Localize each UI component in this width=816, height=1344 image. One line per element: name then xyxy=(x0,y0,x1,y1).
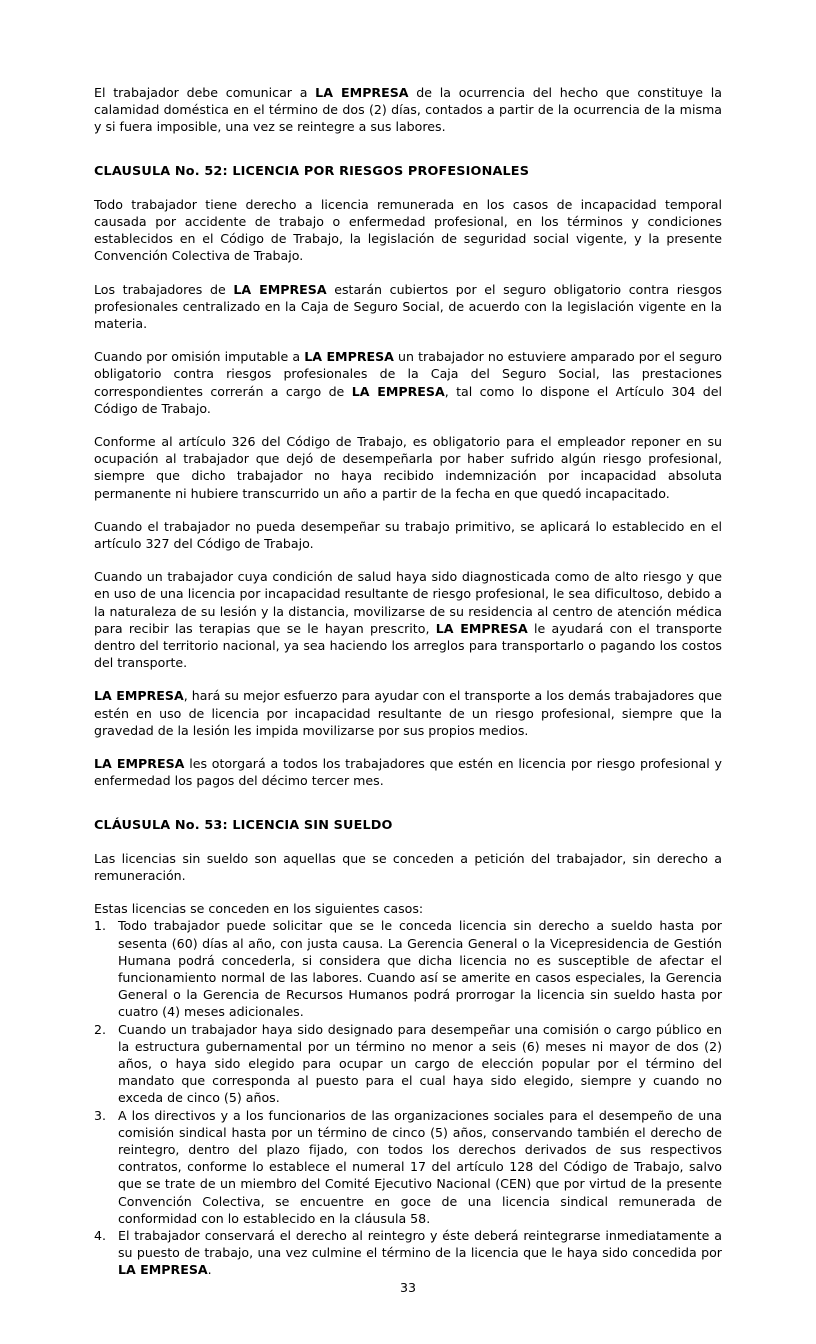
paragraph-text-segment: de la ocurrencia del hecho que constituye la calamidad doméstica en el término de dos (2) días, contados a partir de la ocurrencia de la misma y si fuera imposible, una vez se reintegre a sus labores. xyxy=(94,85,722,135)
paragraph-text-segment: , hará su mejor esfuerzo para ayudar con el transporte a los demás trabajadores que estén en uso de licencia por incapacidad resultante de un riesgo profesional, siempre que la gravedad de la lesión les impida movilizarse por sus propios medios. xyxy=(94,688,722,738)
list-item-text: . xyxy=(207,1262,212,1278)
paragraph-articulo-327: Cuando el trabajador no pueda desempeñar su trabajo primitivo, se aplicará lo establecido en el artículo 327 del Código de Trabajo. xyxy=(94,518,722,552)
paragraph-alto-riesgo-transporte xyxy=(94,568,722,671)
company-emphasis: LA EMPRESA xyxy=(315,85,409,100)
paragraph-text-segment: El trabajador debe comunicar a xyxy=(94,85,316,100)
company-emphasis: LA EMPRESA xyxy=(304,349,394,365)
clause-52-heading: CLAUSULA No. 52: LICENCIA POR RIESGOS PROFESIONALES xyxy=(94,163,530,179)
list-item-text: A los directivos y a los funcionarios de las organizaciones sociales para el desempeño de una comisión sindical hasta por un término de cinco (5) años, conservando también el derecho de reintegro, dentro del plazo fijado, con todos los derechos derivados de sus respectivos contratos, conforme lo establece el numeral 17 del artículo 128 del Código de Trabajo, salvo que se trate de un miembro del Comité Ejecutivo Nacional (CEN) que por virtud de la presente Convención Colectiva, se encuentre en goce de una licencia sindical remunerada de conformidad con lo establecido en la cláusula 58. xyxy=(118,1107,722,1226)
list-item xyxy=(94,1227,722,1279)
company-emphasis: LA EMPRESA xyxy=(233,281,327,297)
document-body xyxy=(94,84,722,1279)
paragraph-text-segment: Cuando por omisión imputable a xyxy=(94,349,305,365)
list-item-marker: 1. xyxy=(94,918,107,934)
list-item-marker: 2. xyxy=(94,1021,107,1037)
list-item-marker: 3. xyxy=(94,1107,107,1123)
paragraph-licencias-sin-sueldo-definicion: Las licencias sin sueldo son aquellas que se conceden a petición del trabajador, sin derecho a remuneración. xyxy=(94,850,722,883)
paragraph-licencia-remunerada: Todo trabajador tiene derecho a licencia remunerada en los casos de incapacidad temporal causada por accidente de trabajo o enfermedad profesional, en los términos y condiciones establecidos en el Código de Trabajo, la legislación de seguridad social vigente, y la presente Convención Colectiva de Trabajo. xyxy=(94,196,722,264)
paragraph-text-segment: le ayudará con el transporte dentro del territorio nacional, ya sea haciendo los arreglos para transportarlo o pagando los costos del transporte. xyxy=(94,620,723,671)
company-emphasis: LA EMPRESA xyxy=(351,383,445,399)
numbered-list-wrapper xyxy=(94,917,722,1278)
company-emphasis: LA EMPRESA xyxy=(435,620,528,636)
page-number: 33 xyxy=(399,1280,417,1295)
list-item-text: Cuando un trabajador haya sido designado para desempeñar una comisión o cargo público en la estructura gubernamental por un término no menor a seis (6) meses ni mayor de dos (2) años, o haya sido elegido para ocupar un cargo de elección popular por el término del mandato que corresponda al puesto para el cual haya sido elegido, siempre y cuando no exceda de cinco (5) años. xyxy=(118,1021,722,1106)
paragraph-calamidad-domestica xyxy=(94,84,722,136)
paragraph-text-segment: estarán cubiertos por el seguro obligatorio contra riesgos profesionales centralizado en la Caja de Seguro Social, de acuerdo con la legislación vigente en la materia. xyxy=(94,281,722,332)
company-emphasis: LA EMPRESA xyxy=(94,688,184,704)
company-emphasis: LA EMPRESA xyxy=(118,1262,208,1278)
list-item-text: El trabajador conservará el derecho al reintegro y éste deberá reintegrarse inmediatamente a su puesto de trabajo, una vez culmine el término de la licencia que le haya sido concedida por xyxy=(118,1227,722,1261)
heading-spacer xyxy=(94,806,722,817)
company-emphasis: LA EMPRESA xyxy=(94,756,185,772)
paragraph-text-segment: , tal como lo dispone el Artículo 304 del Código de Trabajo. xyxy=(94,383,722,416)
list-item-text: Todo trabajador puede solicitar que se le conceda licencia sin derecho a sueldo hasta por sesenta (60) días al año, con justa causa. La Gerencia General o la Vicepresidencia de Gestión Humana podrá concederla, si considera que dicha licencia no es susceptible de afectar el funcionamiento normal de las labores. Cuando así se amerite en casos especiales, la Gerencia General o la Gerencia de Recursos Humanos podrá prorrogar la licencia sin sueldo hasta por cuatro (4) meses adicionales. xyxy=(118,918,722,1020)
list-item xyxy=(94,1107,722,1227)
paragraph-casos-intro: Estas licencias se conceden en los siguientes casos: xyxy=(94,901,424,917)
paragraph-text-segment: Cuando un trabajador cuya condición de salud haya sido diagnosticada como de alto riesgo y que en uso de una licencia por incapacidad resultante de riesgo profesional, le sea dificultoso, debido a la naturaleza de su lesión y la distancia, movilizarse de su residencia al centro de atención médica para recibir las terapias que se le hayan prescrito, xyxy=(94,569,722,636)
paragraph-articulo-326: Conforme al artículo 326 del Código de Trabajo, es obligatorio para el empleador reponer en su ocupación al trabajador que dejó de desempeñarla por haber sufrido algún riesgo profesional, siempre que dicho trabajador no haya recibido indemnización por incapacidad absoluta permanente ni hubiere transcurrido un año a partir de la fecha en que quedó incapacitado. xyxy=(94,434,722,501)
paragraph-decimo-tercer-mes xyxy=(94,755,722,789)
paragraph-text-segment: un trabajador no estuviere amparado por el seguro obligatorio contra riesgos profesionales de la Caja del Seguro Social, las prestaciones correspondientes correrán a cargo de xyxy=(94,349,722,399)
clause-53-heading: CLÁUSULA No. 53: LICENCIA SIN SUELDO xyxy=(94,817,393,833)
paragraph-text-segment: Los trabajadores de xyxy=(94,281,234,297)
list-item xyxy=(94,917,722,1020)
paragraph-seguro-obligatorio xyxy=(94,281,722,333)
paragraph-mejor-esfuerzo-transporte xyxy=(94,687,722,739)
licencia-sin-sueldo-list xyxy=(94,917,722,1278)
list-item xyxy=(94,1021,722,1107)
heading-spacer xyxy=(94,152,722,163)
paragraph-text-segment: les otorgará a todos los trabajadores que estén en licencia por riesgo profesional y enfermedad los pagos del décimo tercer mes. xyxy=(94,756,723,789)
paragraph-omision-imputable xyxy=(94,348,722,417)
list-item-marker: 4. xyxy=(94,1227,107,1243)
